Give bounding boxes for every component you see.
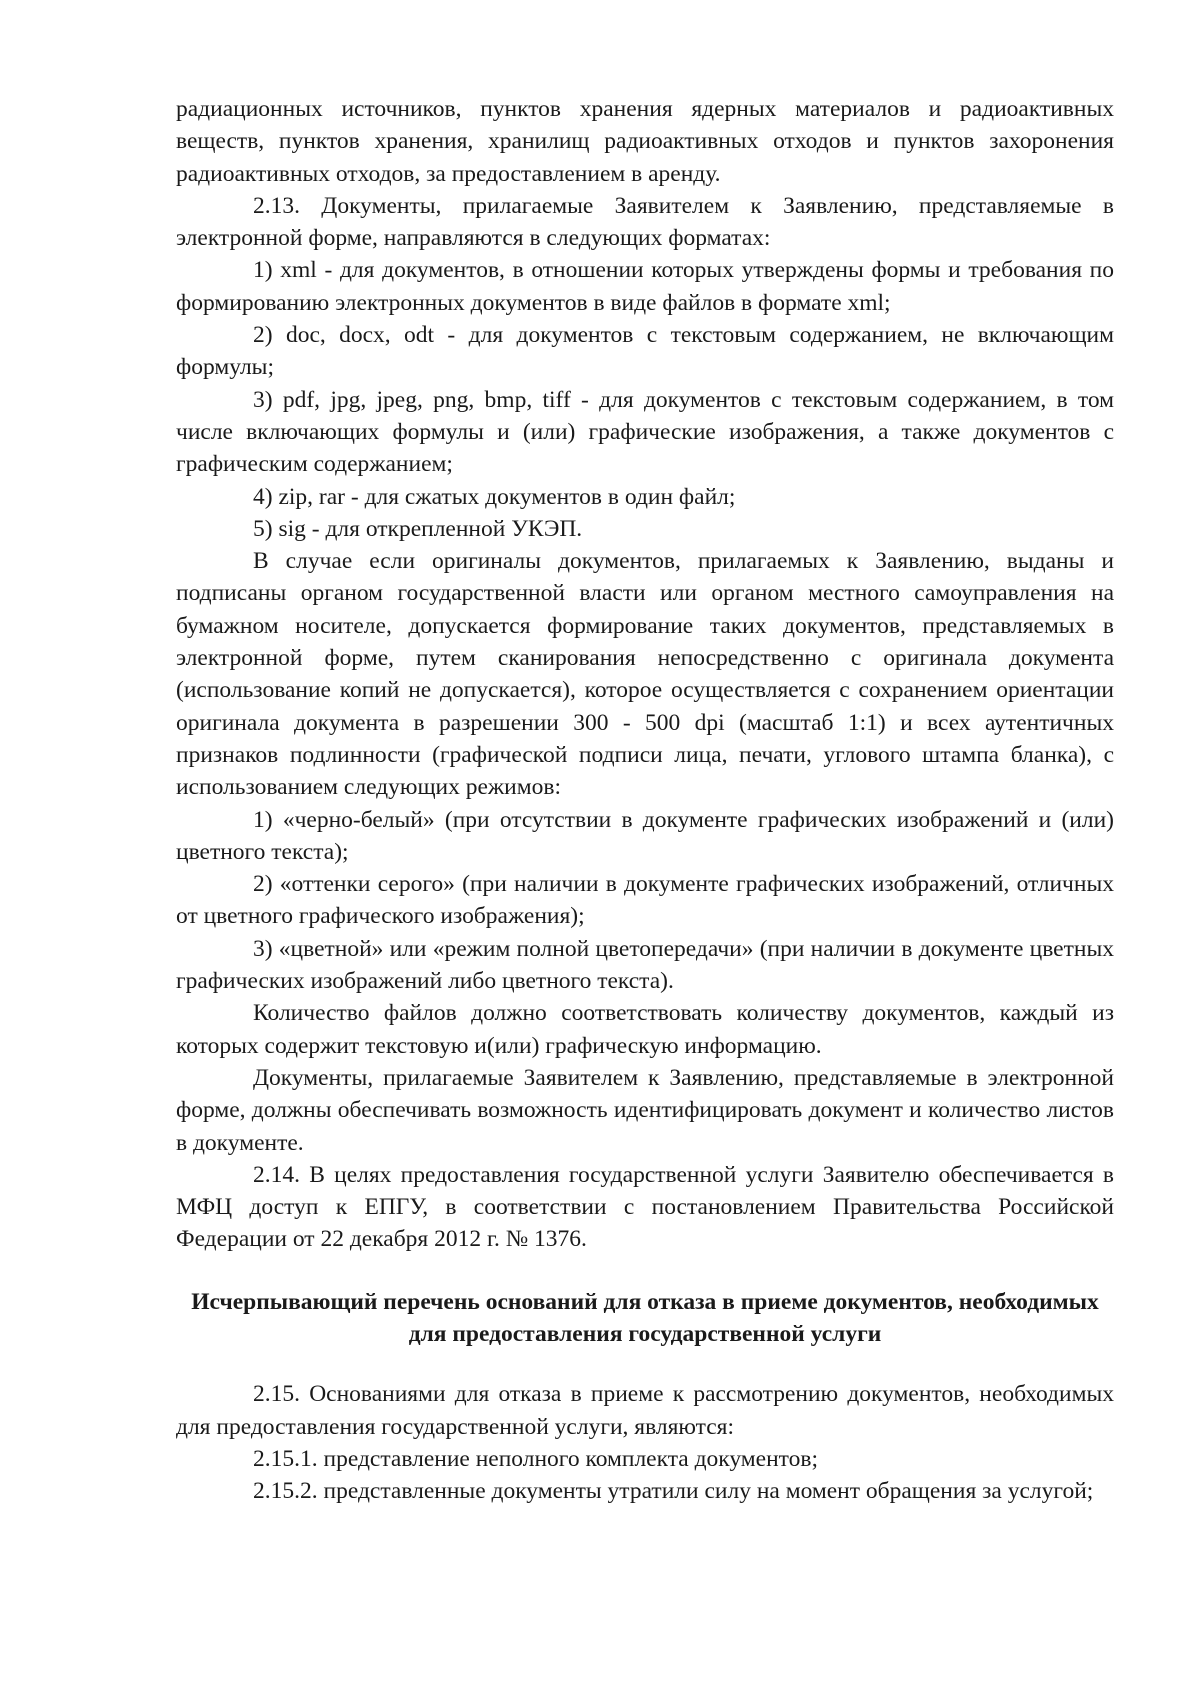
format-item-zip: 4) zip, rar - для сжатых документов в один файл; (253, 483, 736, 510)
continuation-paragraph: радиационных источников, пунктов хранения ядерных материалов и радиоактивных веществ, пунктов хранения, хранилищ радиоактивных отходов и пунктов захоронения радиоактивных отходов, за предоставлением в аренду. (176, 96, 1114, 187)
mode-item-grayscale: 2) «оттенки серого» (при наличии в документе графических изображений, отличных от цветного графического изображения); (176, 871, 1114, 930)
format-item-xml: 1) xml - для документов, в отношении которых утверждены формы и требования по формированию электронных документов в виде файлов в формате xml; (176, 257, 1114, 316)
scanning-paragraph: В случае если оригиналы документов, прилагаемых к Заявлению, выданы и подписаны органом государственной власти или органом местного самоуправления на бумажном носителе, допускается формирование таких документов, представляемых в электронной форме, путем сканирования непосредственно с оригинала документа (использование копий не допускается), которое осуществляется с сохранением ориентации оригинала документа в разрешении 300 - 500 dpi (масштаб 1:1) и всех аутентичных признаков подлинности (графической подписи лица, печати, углового штампа бланка), с использованием следующих режимов: (176, 548, 1114, 801)
paragraph-2-14: 2.14. В целях предоставления государственной услуги Заявителю обеспечивается в МФЦ доступ к ЕПГУ, в соответствии с постановлением Правительства Российской Федерации от 22 декабря 2012 г. № 1376. (176, 1161, 1114, 1253)
format-item-sig: 5) sig - для открепленной УКЭП. (253, 515, 583, 542)
mode-item-color: 3) «цветной» или «режим полной цветопередачи» (при наличии в документе цветных графических изображений либо цветного текста). (176, 935, 1114, 995)
paragraph-2-13: 2.13. Документы, прилагаемые Заявителем к Заявлению, представляемые в электронной форме, направляются в следующих форматах: (176, 192, 1114, 252)
identify-paragraph: Документы, прилагаемые Заявителем к Заявлению, представляемые в электронной форме, должны обеспечивать возможность идентифицировать документ и количество листов в документе. (176, 1064, 1114, 1156)
paragraph-2-15-1: 2.15.1. представление неполного комплекта документов; (253, 1445, 819, 1472)
document-page (176, 93, 1114, 1507)
section-heading: Исчерпывающий перечень оснований для отказа в приеме документов, необходимых для предоставления государственной услуги (191, 1288, 1099, 1347)
mode-item-bw: 1) «черно-белый» (при отсутствии в документе графических изображений и (или) цветного текста); (176, 806, 1114, 865)
paragraph-2-15: 2.15. Основаниями для отказа в приеме к рассмотрению документов, необходимых для предоставления государственной услуги, являются: (176, 1381, 1114, 1440)
paragraph-2-15-2: 2.15.2. представленные документы утратили силу на момент обращения за услугой; (253, 1478, 1094, 1505)
format-item-pdf: 3) pdf, jpg, jpeg, png, bmp, tiff - для документов с текстовым содержанием, в том числе включающих формулы и (или) графические изображения, а также документов с графическим содержанием; (176, 386, 1114, 478)
files-count-paragraph: Количество файлов должно соответствовать количеству документов, каждый из которых содержит текстовую и(или) графическую информацию. (176, 1000, 1114, 1059)
format-item-doc: 2) doc, docx, odt - для документов с текстовым содержанием, не включающим формулы; (176, 322, 1114, 381)
